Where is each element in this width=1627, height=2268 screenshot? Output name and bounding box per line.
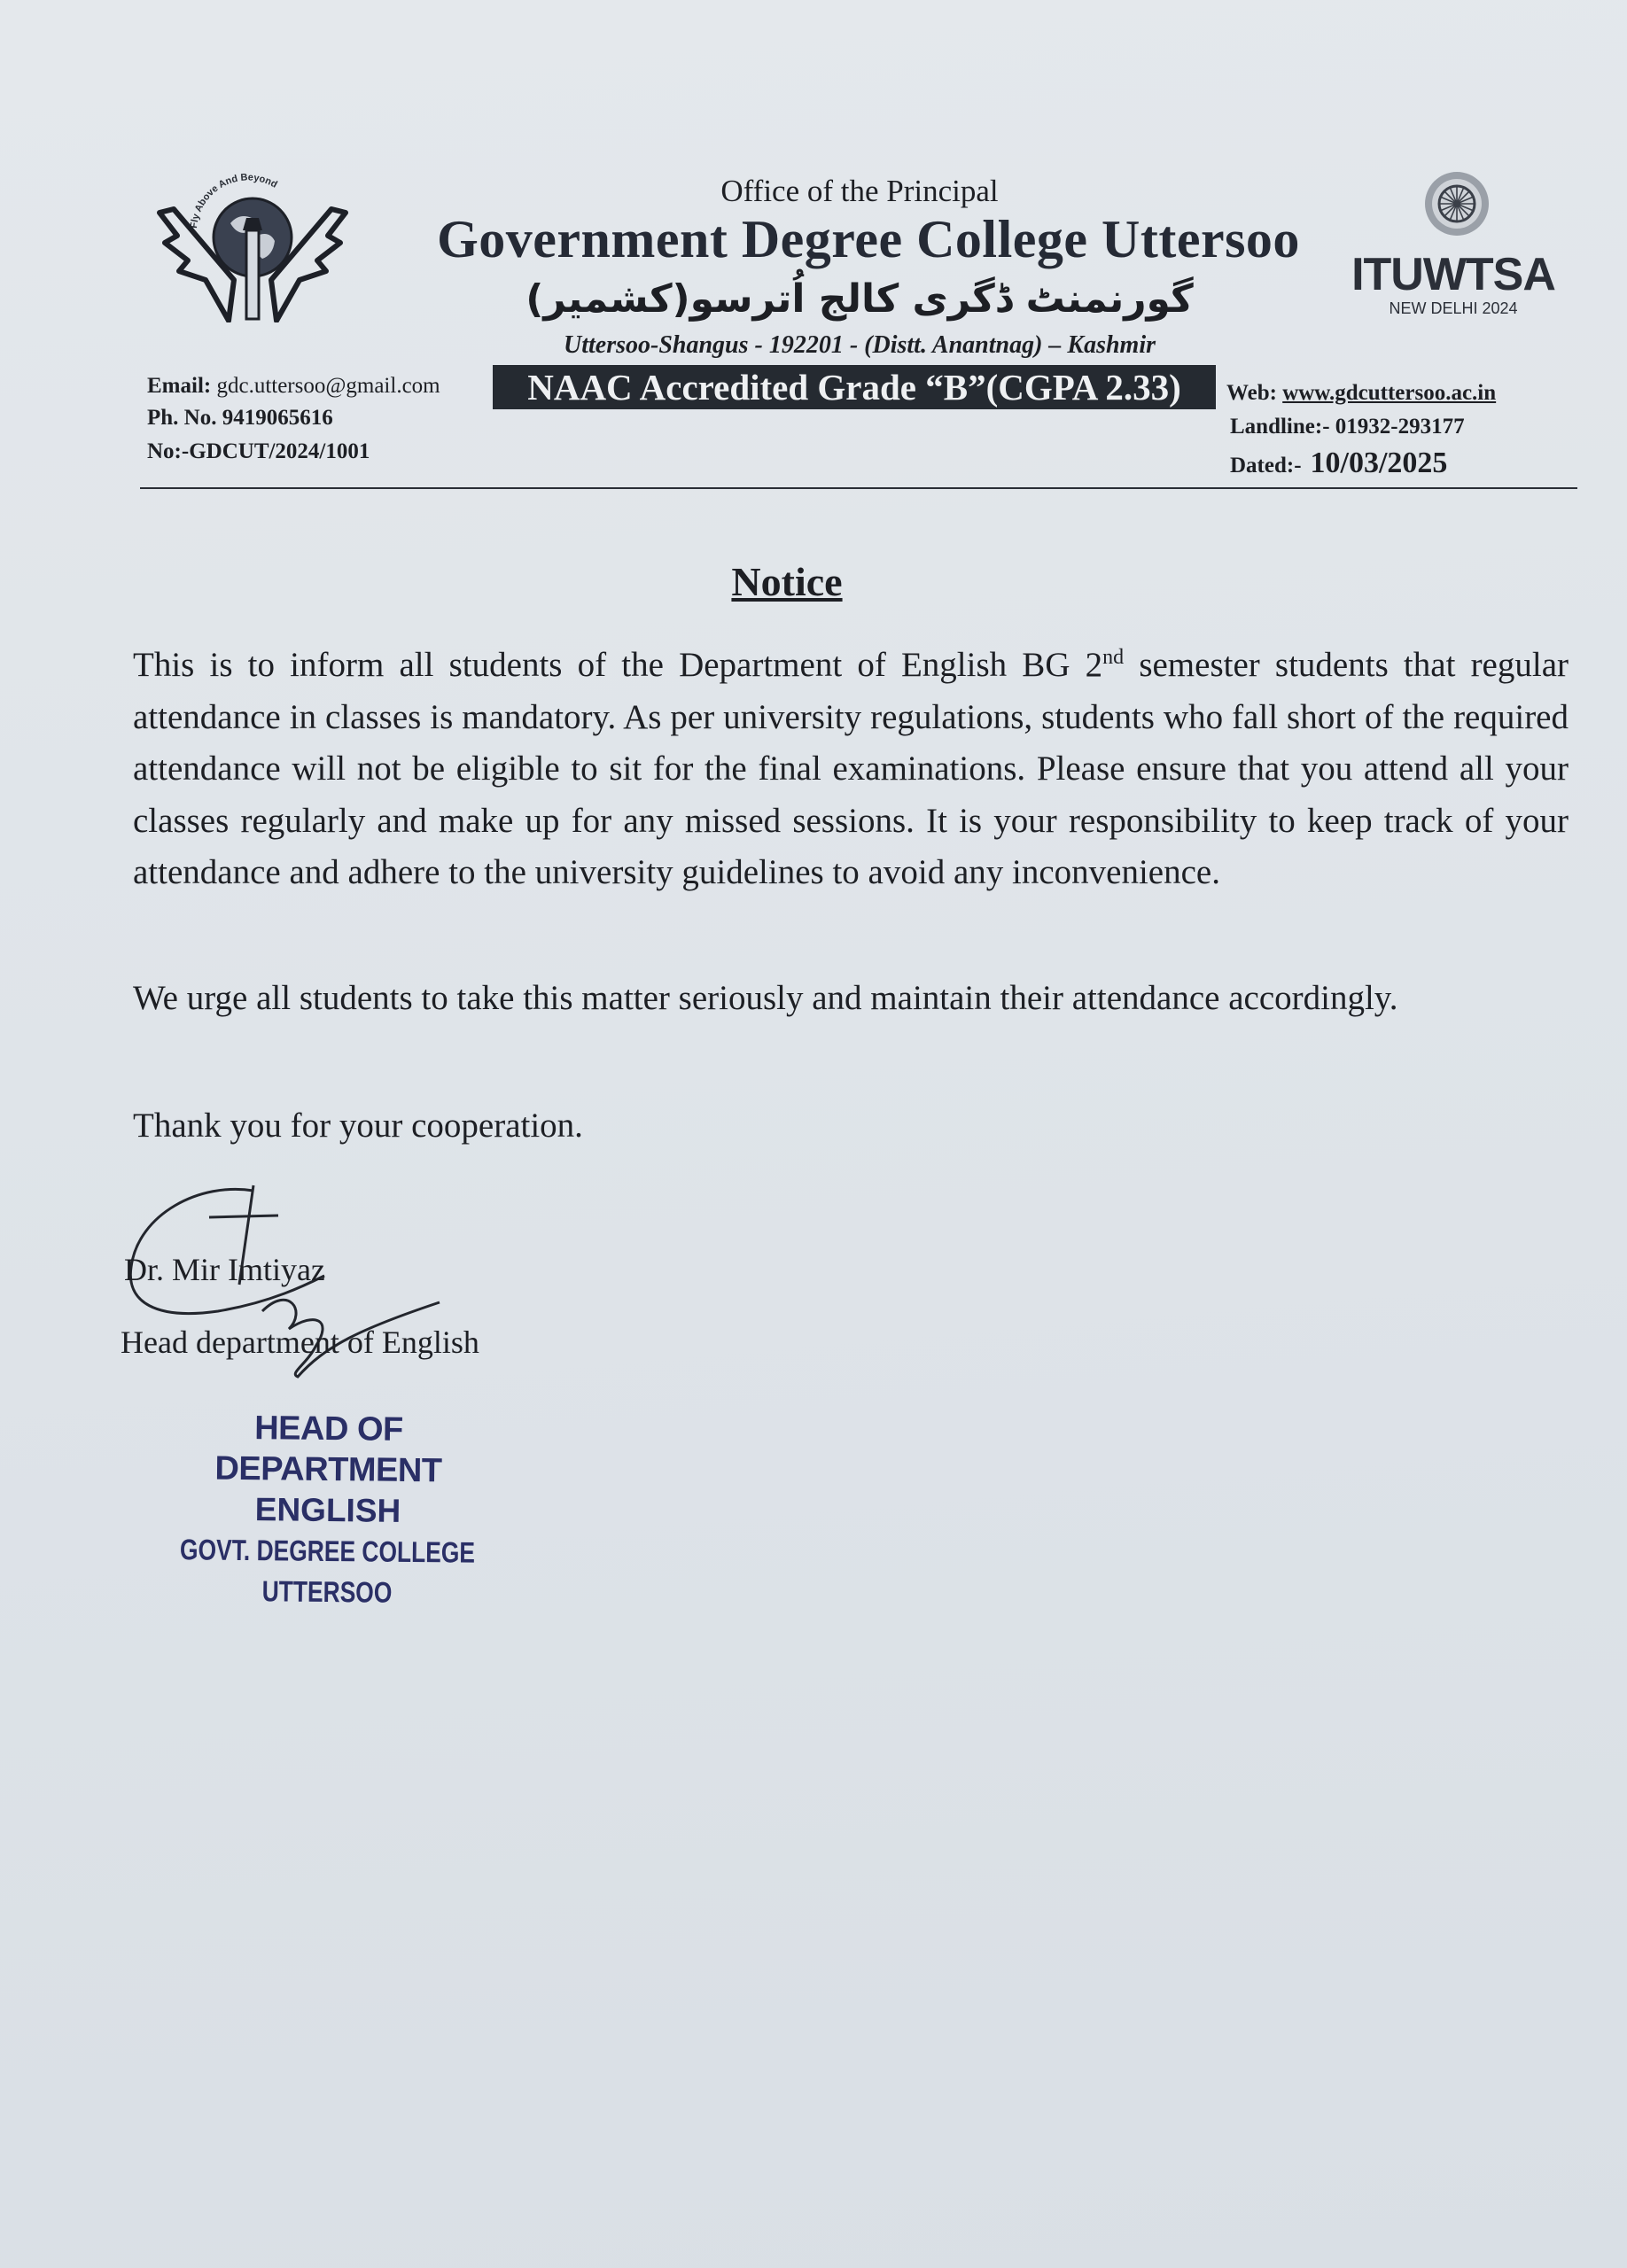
college-name-urdu: گورنمنٹ ڈگری کالج اُترسو(کشمیر) [525, 276, 1194, 322]
department-stamp [141, 1407, 515, 1614]
wings-globe-torch-icon [152, 174, 353, 322]
para1-ordinal: nd [1102, 646, 1125, 669]
ashoka-chakra-icon [1423, 170, 1491, 245]
signatory-title: Head department of English [121, 1324, 479, 1360]
dated-label: Dated:- [1230, 454, 1302, 478]
college-name: Government Degree College Uttersoo [437, 210, 1300, 268]
web-label: Web: [1226, 381, 1277, 405]
ituwtsa-brand: ITUWTSA [1351, 249, 1555, 300]
dated-value: 10/03/2025 [1310, 447, 1448, 479]
stamp-line-1: HEAD OF DEPARTMENT [214, 1410, 442, 1490]
phone-label: Ph. No. [147, 406, 217, 430]
landline-row: Landline:- 01932-293177 [1230, 415, 1465, 439]
logo-motto: Fly Above And Beyond [188, 174, 279, 229]
naac-banner: NAAC Accredited Grade “B”(CGPA 2.33) [493, 365, 1216, 409]
office-line: Office of the Principal [720, 174, 999, 208]
header-divider [140, 487, 1577, 489]
ituwtsa-sub: NEW DELHI 2024 [1389, 299, 1518, 317]
web-link: www.gdcuttersoo.ac.in [1282, 381, 1497, 405]
notice-title: Notice [731, 559, 843, 604]
notice-paragraph-2: We urge all students to take this matter seriously and maintain their attendance accordingly. [133, 979, 1398, 1017]
signatory-name: Dr. Mir Imtiyaz [124, 1252, 325, 1287]
reference-number: No:-GDCUT/2024/1001 [147, 439, 370, 463]
stamp-line-2: ENGLISH [254, 1491, 401, 1529]
stamp-line-3: GOVT. DEGREE COLLEGE UTTERSOO [179, 1533, 476, 1609]
para1-rest: semester students that regular attendance in classes is mandatory. As per university regulations, students who fall short of the required attendance will not be eligible to sit for the final examinations. Please ensure that you attend all your classes regularly and make up for any missed sessions. It is your responsibility to keep track of your attendance and adhere to the university guidelines to avoid any inconvenience. [133, 646, 1569, 891]
para1-start: This is to inform all students of the Department of English BG 2 [133, 646, 1103, 684]
ituwtsa-logo [1347, 170, 1560, 321]
college-logo [152, 174, 353, 322]
email-label: Email: [147, 374, 212, 398]
address-line: Uttersoo-Shangus - 192201 - (Distt. Anantnag) – Kashmir [564, 331, 1156, 359]
phone-value: 9419065616 [222, 406, 333, 430]
web-row [1226, 381, 1496, 406]
email-value: gdc.uttersoo@gmail.com [216, 374, 440, 398]
email-row [147, 374, 440, 399]
notice-paragraph-1 [133, 640, 1569, 899]
handwritten-signature [121, 1178, 475, 1400]
notice-paragraph-3: Thank you for your cooperation. [133, 1107, 583, 1145]
dated-row [1230, 447, 1447, 480]
phone-row [147, 406, 333, 431]
